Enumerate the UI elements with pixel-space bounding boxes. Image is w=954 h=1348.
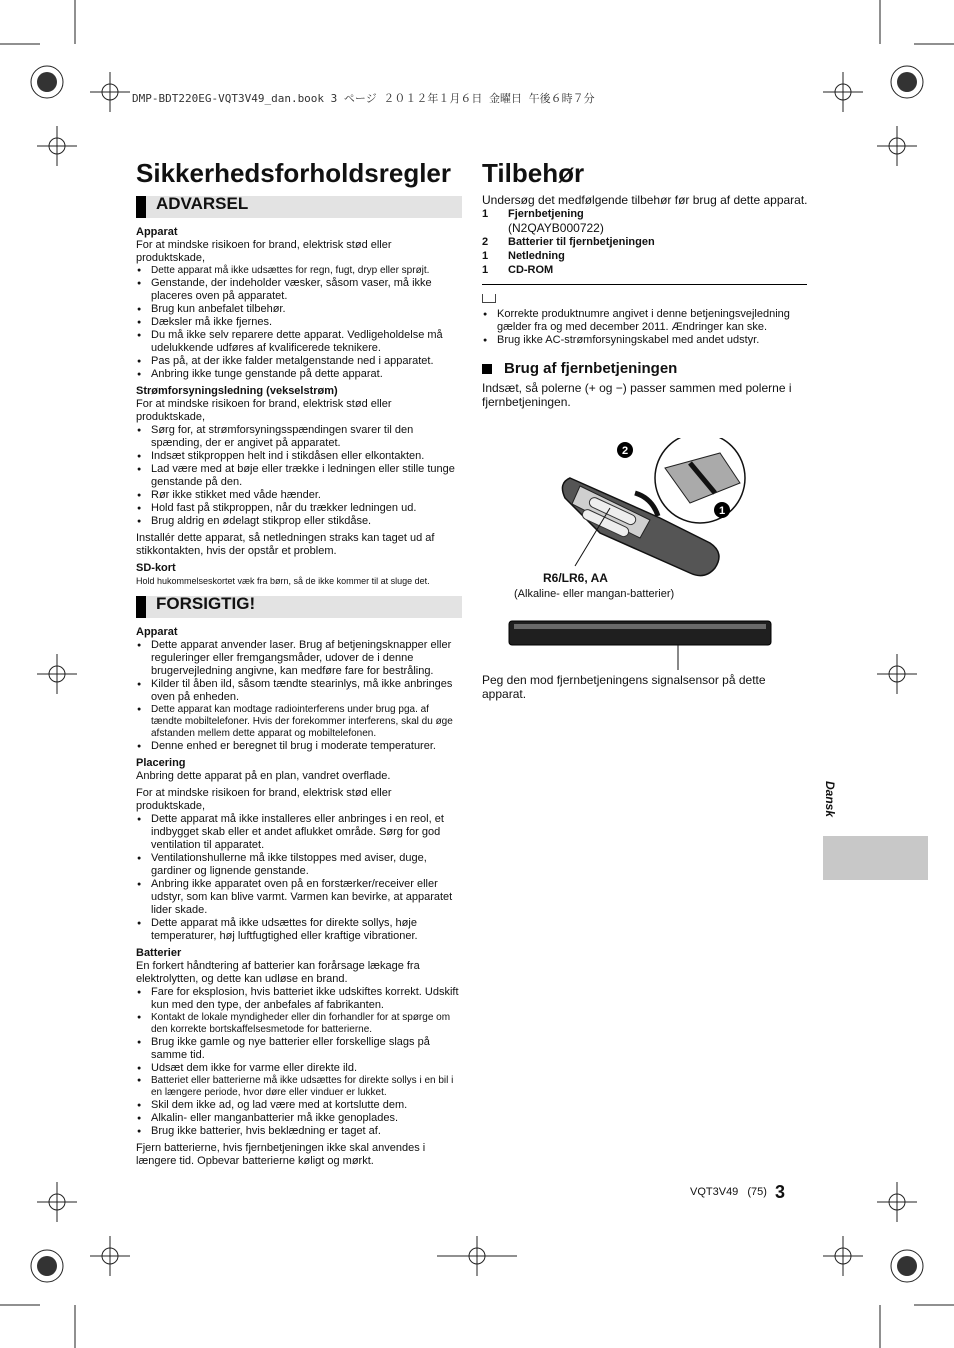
list-item [482,263,655,277]
right-column [482,158,808,409]
list-item: ● Brug aldrig en ødelagt stikprop eller stikdåse. [136,515,462,528]
list-item: ● Dette apparat må ikke udsættes for regn, fugt, dryp eller sprøjt. [136,265,462,277]
language-tab [823,836,928,880]
accessory-name: Netledning [508,250,565,262]
list-item: ● Du må ikke selv reparere dette apparat. Vedligeholdelse må udelukkende udføres af kvalificerede teknikere. [136,329,462,355]
qty: 1 [482,250,489,262]
list-item: ● Dæksler må ikke fjernes. [136,316,462,329]
file-header: DMP-BDT220EG-VQT3V49_dan.book 3 ページ ２０１２年１月６日 金曜日 午後６時７分 [132,92,595,105]
bullet-list [136,986,462,1138]
bullet-list [136,424,462,528]
section-bar-forsigtig [136,596,462,618]
list-item: ● Dette apparat må ikke installeres eller anbringes i en reol, et indbygget skab eller et andet aflukket område. Sørg for god ventilation til apparatet. [136,813,462,852]
list-item [482,249,655,263]
zoom-inset [655,438,745,523]
paragraph: Indsæt, så polerne (+ og −) passer sammen med polerne i fjernbetjeningen. [482,381,792,409]
sensor-text: Peg den mod fjernbetjeningens signalsensor på dette apparat. [482,673,766,701]
section-label: ADVARSEL [156,194,249,213]
list-item: ● Batteriet eller batterierne må ikke udsættes for direkte sollys i en bil i en længere periode, hvor døre eller vinduer er lukket. [136,1075,462,1099]
list-item: ● Skil dem ikke ad, og lad være med at kortslutte dem. [136,1099,462,1112]
list-item: ● Kontakt de lokale myndigheder eller din forhandler for at spørge om den korrekte bortskaffelsesmetode for batterierne. [136,1012,462,1036]
paragraph: For at mindske risikoen for brand, elektrisk stød eller produktskade, [136,787,392,812]
sub-heading: Placering [136,757,186,769]
book-icon [482,294,496,303]
accessory-name: CD-ROM [508,264,554,276]
player-illustration [508,618,773,673]
list-item: ● Indsæt stikproppen helt ind i stikdåsen eller elkontakten. [136,450,462,463]
paragraph: Anbring dette apparat på en plan, vandret overflade. [136,770,391,782]
left-column [136,158,462,1168]
list-item: ● Anbring ikke tunge genstande på dette apparat. [136,368,462,381]
note-list [482,308,808,347]
step-number: 1 [718,505,726,517]
doc-page: (75) [747,1186,767,1198]
list-item: ● Brug ikke gamle og nye batterier eller forskellige slags på samme tid. [136,1036,462,1062]
paragraph: For at mindske risikoen for brand, elektrisk stød eller produktskade, [136,239,392,264]
accessory-code: (N2QAYB000722) [508,221,604,235]
sub-heading: SD-kort [136,562,176,574]
bullet-list [136,639,462,753]
list-item: ● Dette apparat må ikke udsættes for direkte sollys, høje temperaturer, høj luftfugtighed eller kraftige vibrationer. [136,917,462,943]
list-item: ● Anbring ikke apparatet oven på en forstærker/receiver eller udstyr, som kan blive varmt. Varmen kan bevirke, at apparatet lider skade. [136,878,462,917]
heading-text: Brug af fjernbetjeningen [504,360,678,377]
paragraph: Hold hukommelseskortet væk fra børn, så de ikke kommer til at sluge det. [136,576,430,586]
list-item: ● Brug ikke AC-strømforsyningskabel med andet udstyr. [482,334,808,347]
list-item: ● Denne enhed er beregnet til brug i moderate temperaturer. [136,740,462,753]
list-item: ● Brug kun anbefalet tilbehør. [136,303,462,316]
list-item [482,207,655,235]
battery-sub: (Alkaline- eller mangan-batterier) [514,588,675,600]
list-item: ● Dette apparat kan modtage radiointerferens under brug pga. af tændte mobiltelefoner. Hvis der forekommer interferens, skal du øge afstanden mellem dette apparat og mobiltelefonen. [136,704,462,740]
qty: 1 [482,208,489,220]
qty: 1 [482,264,489,276]
sub-heading: Apparat [136,226,178,238]
footer-code [690,1186,767,1198]
list-item: ● Alkalin- eller manganbatterier må ikke genoplades. [136,1112,462,1125]
list-item: ● Rør ikke stikket med våde hænder. [136,489,462,502]
paragraph: Undersøg det medfølgende tilbehør før brug af dette apparat. [482,193,808,207]
list-item: ● Hold fast på stikproppen, når du trækker ledningen ud. [136,502,462,515]
accessory-name: Fjernbetjening [508,208,584,220]
list-item: ● Lad være med at bøje eller trække i ledningen eller stille tunge genstande på den. [136,463,462,489]
square-bullet-icon [482,364,492,374]
accessory-list [482,207,655,277]
divider [482,284,807,285]
sub-heading: Batterier [136,947,182,959]
list-item [482,235,655,249]
remote-illustration [540,438,760,588]
paragraph: Fjern batterierne, hvis fjernbetjeningen ikke skal anvendes i længere tid. Opbevar batterierne køligt og mørkt. [136,1142,426,1167]
section-bar-advarsel [136,196,462,218]
list-item: ● Dette apparat anvender laser. Brug af betjeningsknapper eller reguleringer eller fremgangsmåder, udover de i denne brugervejledning angivne, kan medføre fare for bestråling. [136,639,462,678]
list-item: ● Kilder til åben ild, såsom tændte stearinlys, må ikke anbringes oven på enheden. [136,678,462,704]
list-item: ● Sørg for, at strømforsyningsspændingen svarer til den spænding, der er angivet på apparatet. [136,424,462,450]
step-number: 2 [621,445,629,457]
battery-label: R6/LR6, AA [543,571,608,585]
accessory [508,207,655,235]
list-item: ● Brug ikke batterier, hvis beklædning er taget af. [136,1125,462,1138]
section-title: Tilbehør [482,158,585,188]
sub-heading: Strømforsyningsledning (vekselstrøm) [136,385,338,397]
section-label: FORSIGTIG! [156,594,256,613]
list-item: ● Pas på, at der ikke falder metalgenstande ned i apparatet. [136,355,462,368]
paragraph: En forkert håndtering af batterier kan forårsage lækage fra elektrolytten, og dette kan udløse en brand. [136,960,420,985]
list-item: ● Genstande, der indeholder væsker, såsom vaser, må ikke placeres oven på apparatet. [136,277,462,303]
list-item: ● Korrekte produktnumre angivet i denne betjeningsvejledning gælder fra og med december 2011. Ændringer kan ske. [482,308,808,334]
list-item: ● Ventilationshullerne må ikke tilstoppes med aviser, duge, gardiner og lignende genstande. [136,852,462,878]
paragraph: Installér dette apparat, så netledningen straks kan taget ud af stikkontakten, hvis der opstår et problem. [136,532,435,557]
remote-heading [482,362,808,376]
bar-marker [136,196,146,218]
language-label: Dansk [823,780,838,818]
accessory-name: Batterier til fjernbetjeningen [508,236,655,248]
sub-heading: Apparat [136,626,178,638]
list-item: ● Fare for eksplosion, hvis batteriet ikke udskiftes korrekt. Udskift kun med den type, der anbefales af fabrikanten. [136,986,462,1012]
doc-code: VQT3V49 [690,1186,739,1198]
bullet-list [136,265,462,381]
page-number: 3 [775,1182,786,1202]
list-item: ● Udsæt dem ikke for varme eller direkte ild. [136,1062,462,1075]
page-title: Sikkerhedsforholdsregler [136,158,451,188]
bullet-list [136,813,462,943]
bar-marker [136,596,146,618]
paragraph: For at mindske risikoen for brand, elektrisk stød eller produktskade, [136,398,392,423]
qty: 2 [482,236,489,248]
